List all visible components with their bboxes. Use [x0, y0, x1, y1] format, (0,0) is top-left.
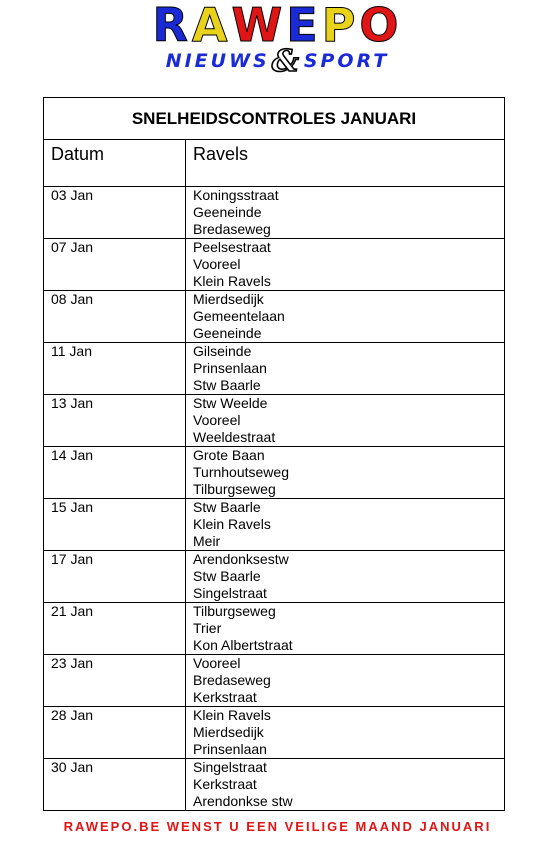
date-cell: 28 Jan — [44, 707, 186, 759]
streets-cell — [186, 759, 505, 811]
date-cell: 30 Jan — [44, 759, 186, 811]
logo-sub-right: SPORT — [303, 50, 390, 72]
date-cell: 17 Jan — [44, 551, 186, 603]
table-title: SNELHEIDSCONTROLES JANUARI — [44, 98, 505, 140]
logo-letter: R — [152, 0, 192, 52]
table-row — [44, 291, 505, 343]
date-cell: 15 Jan — [44, 499, 186, 551]
column-header-date: Datum — [44, 140, 186, 187]
rawepo-logo — [0, 0, 555, 80]
logo-wordmark — [0, 0, 555, 52]
logo-letter: E — [286, 0, 322, 52]
street-name: Koningsstraat — [193, 187, 279, 203]
streets-cell — [186, 291, 505, 343]
street-name: Kerkstraat — [193, 776, 257, 792]
streets-cell — [186, 707, 505, 759]
street-name: Stw Baarle — [193, 377, 261, 393]
footer-message: RAWEPO.BE WENST U EEN VEILIGE MAAND JANUARI — [63, 819, 492, 834]
street-name: Kon Albertstraat — [193, 637, 293, 653]
date-cell: 03 Jan — [44, 187, 186, 239]
table-row — [44, 395, 505, 447]
street-name: Gemeentelaan — [193, 308, 285, 324]
street-name: Klein Ravels — [193, 273, 271, 289]
speed-check-table — [43, 97, 505, 811]
street-name: Trier — [193, 620, 222, 636]
street-name: Turnhoutseweg — [193, 464, 289, 480]
street-name: Gilseinde — [193, 343, 252, 359]
street-name: Weeldestraat — [193, 429, 276, 445]
streets-cell — [186, 447, 505, 499]
street-name: Vooreel — [193, 412, 241, 428]
logo-letter: W — [231, 0, 287, 52]
street-name: Bredaseweg — [193, 672, 271, 688]
street-name: Grote Baan — [193, 447, 265, 463]
street-name: Kerkstraat — [193, 689, 257, 705]
table-body — [44, 187, 505, 811]
table-row — [44, 343, 505, 395]
street-name: Stw Baarle — [193, 499, 261, 515]
streets-cell — [186, 187, 505, 239]
street-name: Stw Baarle — [193, 568, 261, 584]
street-name: Bredaseweg — [193, 221, 271, 237]
street-name: Prinsenlaan — [193, 741, 267, 757]
street-name: Geeneinde — [193, 325, 262, 341]
street-name: Tilburgseweg — [193, 603, 276, 619]
logo-letter: A — [191, 0, 232, 52]
logo-letter: O — [359, 0, 403, 52]
date-cell: 13 Jan — [44, 395, 186, 447]
table-row — [44, 759, 505, 811]
date-cell: 11 Jan — [44, 343, 186, 395]
table-row — [44, 447, 505, 499]
street-name: Klein Ravels — [193, 707, 271, 723]
street-name: Geeneinde — [193, 204, 262, 220]
logo-ampersand: & — [271, 44, 302, 79]
logo-sub-left: NIEUWS — [165, 50, 270, 72]
streets-cell — [186, 239, 505, 291]
date-cell: 21 Jan — [44, 603, 186, 655]
street-name: Klein Ravels — [193, 516, 271, 532]
street-name: Tilburgseweg — [193, 481, 276, 497]
street-name: Arendonksestw — [193, 551, 289, 567]
table-row — [44, 603, 505, 655]
street-name: Mierdsedijk — [193, 724, 264, 740]
date-cell: 07 Jan — [44, 239, 186, 291]
street-name: Prinsenlaan — [193, 360, 267, 376]
streets-cell — [186, 499, 505, 551]
table-row — [44, 707, 505, 759]
streets-cell — [186, 551, 505, 603]
table-row — [44, 239, 505, 291]
streets-cell — [186, 343, 505, 395]
logo-subtitle — [0, 44, 555, 79]
street-name: Arendonkse stw — [193, 793, 293, 809]
table-row — [44, 499, 505, 551]
street-name: Vooreel — [193, 655, 241, 671]
date-cell: 23 Jan — [44, 655, 186, 707]
street-name: Meir — [193, 533, 221, 549]
table-row — [44, 187, 505, 239]
street-name: Stw Weelde — [193, 395, 268, 411]
street-name: Singelstraat — [193, 585, 267, 601]
streets-cell — [186, 395, 505, 447]
logo-letter: P — [321, 0, 360, 52]
street-name: Peelsestraat — [193, 239, 271, 255]
table-row — [44, 655, 505, 707]
street-name: Singelstraat — [193, 759, 267, 775]
street-name: Mierdsedijk — [193, 291, 264, 307]
streets-cell — [186, 655, 505, 707]
date-cell: 08 Jan — [44, 291, 186, 343]
street-name: Vooreel — [193, 256, 241, 272]
streets-cell — [186, 603, 505, 655]
date-cell: 14 Jan — [44, 447, 186, 499]
table-row — [44, 551, 505, 603]
column-header-place: Ravels — [186, 140, 505, 187]
